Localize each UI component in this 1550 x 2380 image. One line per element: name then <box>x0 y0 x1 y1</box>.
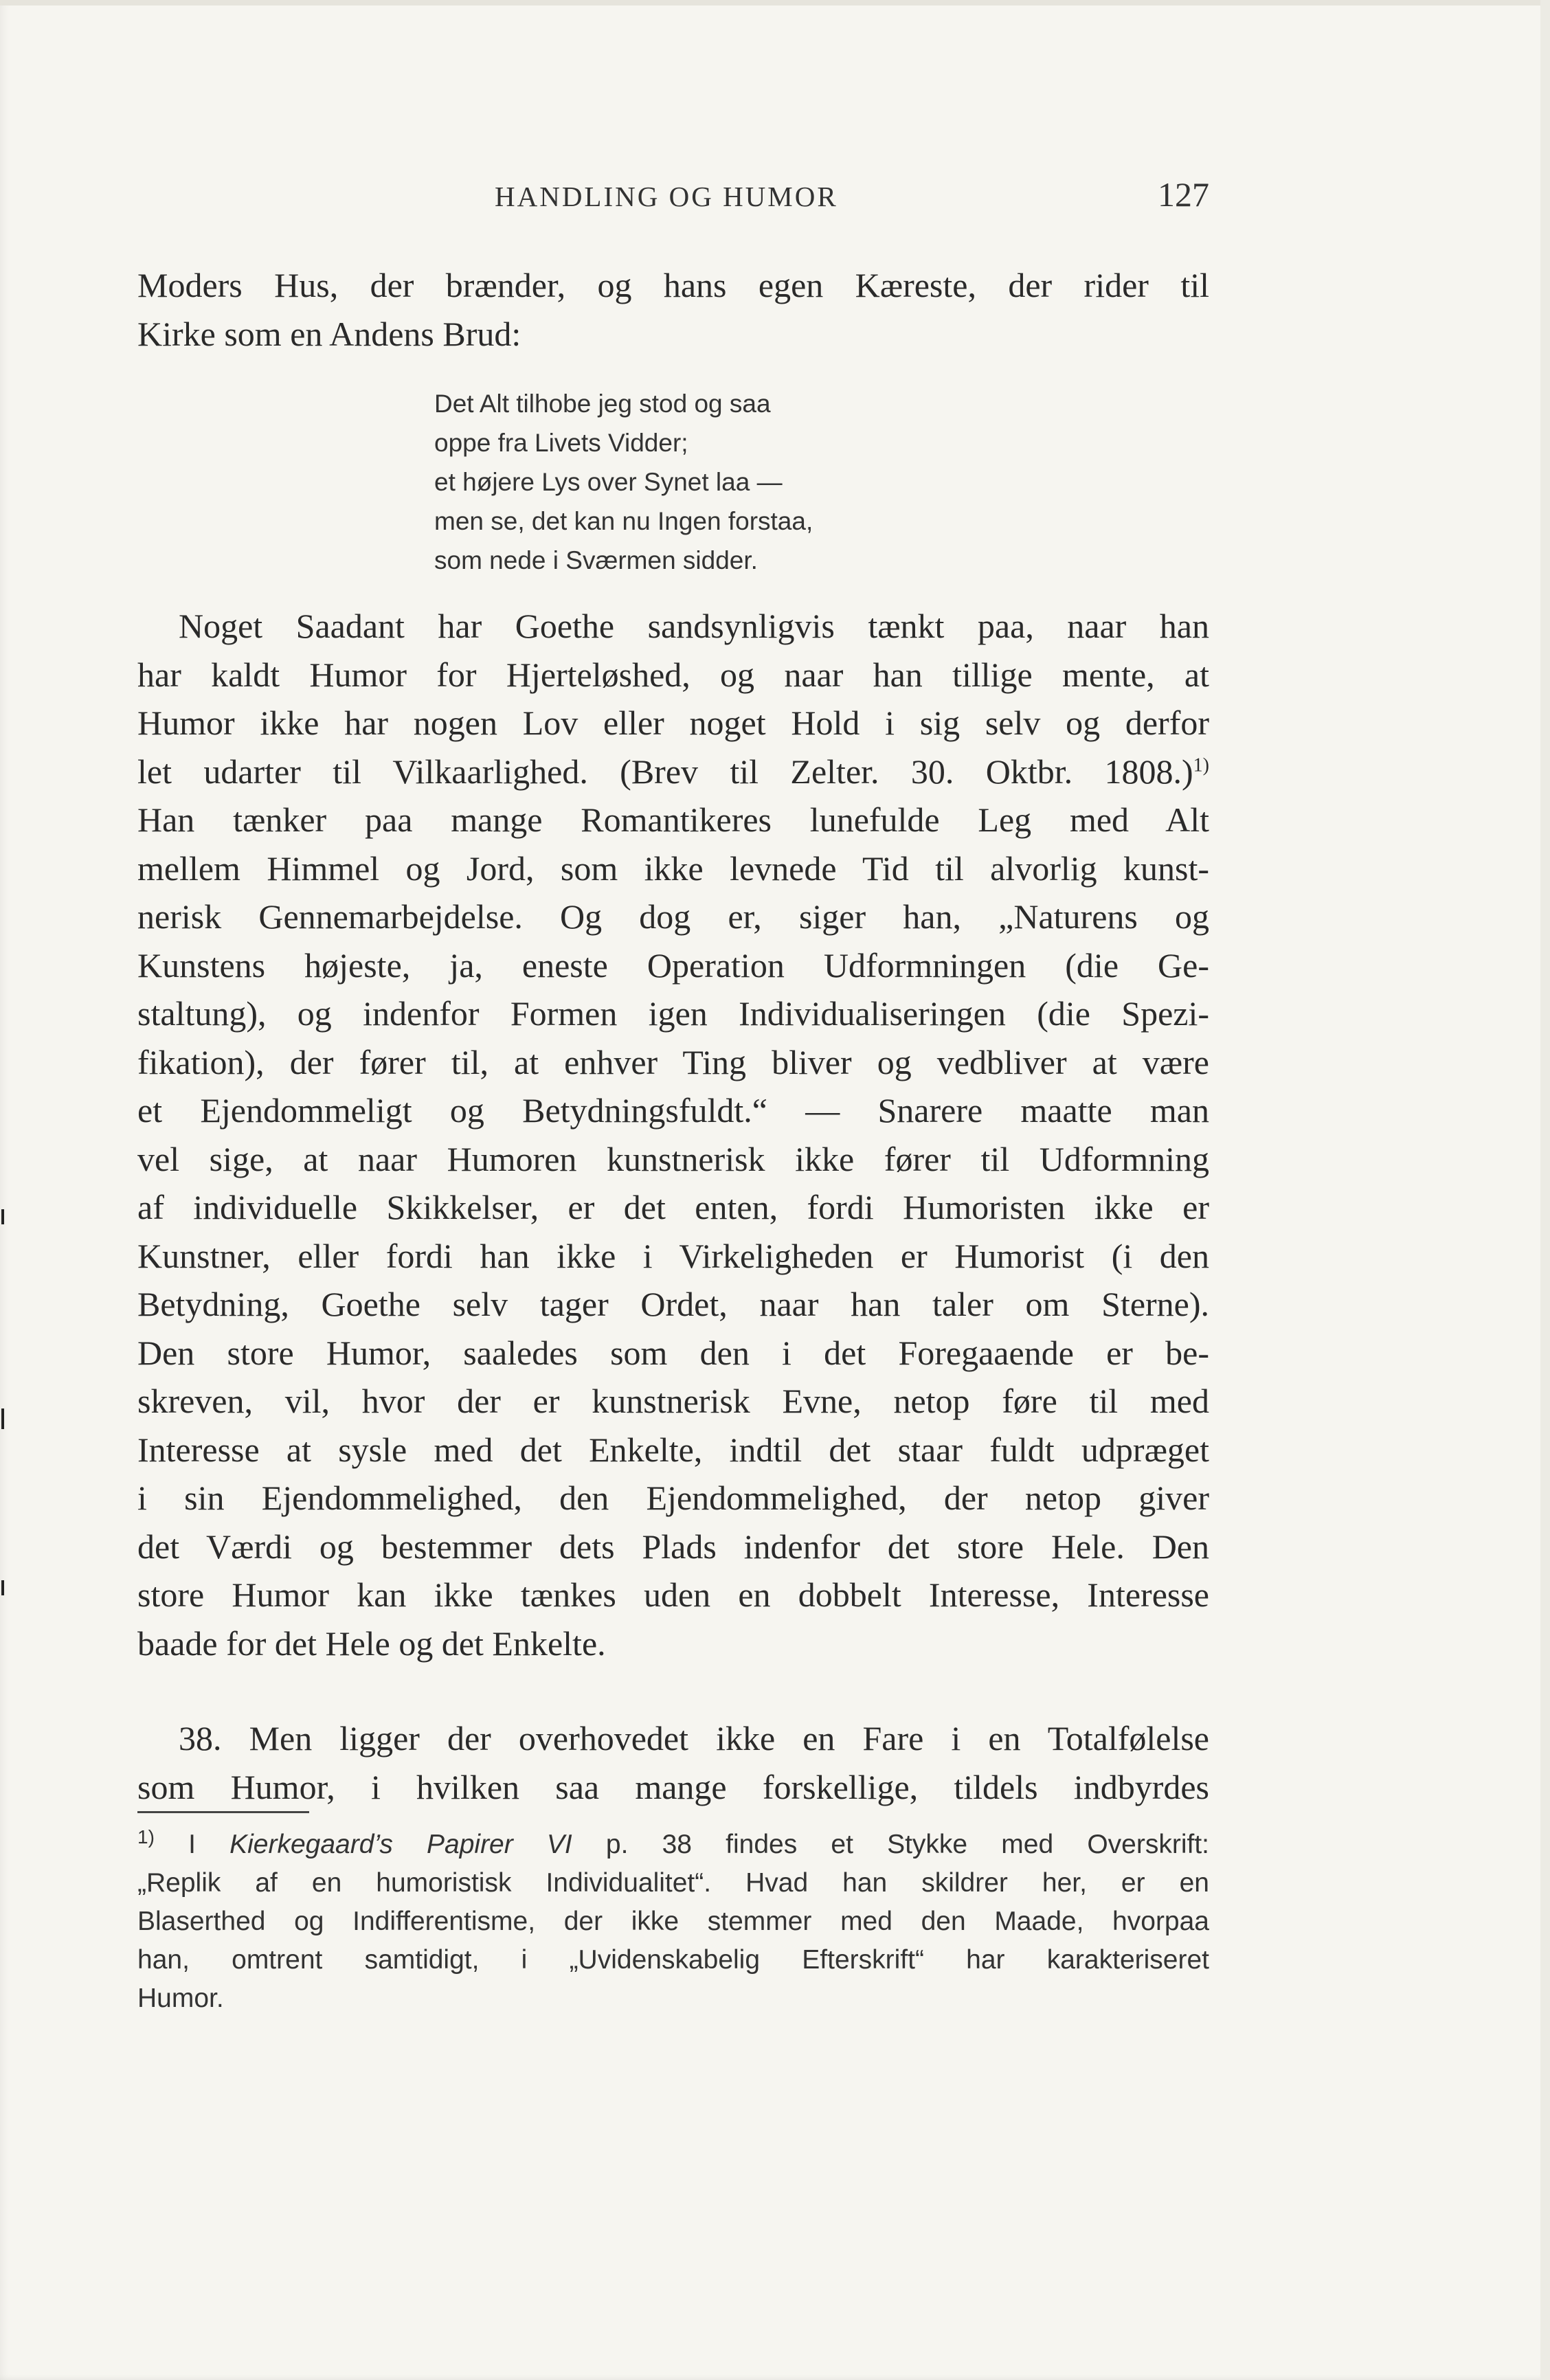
text-line: Kunstens højeste, ja, eneste Operation Udformningen (die Ge- <box>137 945 1209 985</box>
text-line: vel sige, at naar Humoren kunstnerisk ikke fører til Udformning <box>137 1139 1209 1178</box>
verse-line: oppe fra Livets Vidder; <box>434 429 688 457</box>
page-right-edge <box>1540 0 1550 2380</box>
footnote-line: han, omtrent samtidigt, i „Uvidenskabelig Efterskrift“ har karakteriseret <box>137 1945 1209 1975</box>
verse-line: men se, det kan nu Ingen forstaa, <box>434 507 813 535</box>
scan-mark <box>1 1209 4 1224</box>
running-head: HANDLING OG HUMOR <box>495 181 838 212</box>
text-line: mellem Himmel og Jord, som ikke levnede Tid til alvorlig kunst- <box>137 849 1209 888</box>
page-header <box>137 175 1209 216</box>
text-line: i sin Ejendommelighed, den Ejendommelighed, der netop giver <box>137 1479 1209 1517</box>
text-line: baade for det Hele og det Enkelte. <box>137 1624 606 1663</box>
text-line <box>137 748 1209 796</box>
footnote-divider <box>137 1811 309 1813</box>
footnote-title: Kierkegaard’s Papirer VI <box>229 1830 572 1859</box>
page-body <box>137 261 1209 2018</box>
main-paragraph <box>137 602 1209 1668</box>
page-number: 127 <box>1158 175 1209 214</box>
footnote-line: Humor. <box>137 1984 224 2013</box>
text-line: Den store Humor, saaledes som den i det Foregaaende er be- <box>137 1333 1209 1372</box>
text-line: Kirke som en Andens Brud: <box>137 314 521 353</box>
text-line: store Humor kan ikke tænkes uden en dobbelt Interesse, Interesse <box>137 1575 1209 1614</box>
text-line: 38. Men ligger der overhovedet ikke en Fare i en Totalfølelse <box>179 1719 1209 1758</box>
text-line: har kaldt Humor for Hjerteløshed, og naar han tillige mente, at <box>137 655 1209 694</box>
text-line: af individuelle Skikkelser, er det enten, fordi Humoristen ikke er <box>137 1188 1209 1226</box>
text-line: skreven, vil, hvor der er kunstnerisk Evne, netop føre til med <box>137 1382 1209 1420</box>
footnote-marker: 1) <box>137 1826 155 1848</box>
intro-paragraph <box>137 261 1209 358</box>
text-line: Moders Hus, der brænder, og hans egen Kæreste, der rider til <box>137 266 1209 304</box>
text-line: nerisk Gennemarbejdelse. Og dog er, siger han, „Naturens og <box>137 897 1209 936</box>
text-line: som Humor, i hvilken saa mange forskellige, tildels indbyrdes <box>137 1767 1209 1806</box>
verse-line: som nede i Sværmen sidder. <box>434 546 758 574</box>
text-line: staltung), og indenfor Formen igen Individualiseringen (die Spezi- <box>137 994 1209 1033</box>
text-line: Betydning, Goethe selv tager Ordet, naar han taler om Sterne). <box>137 1285 1209 1323</box>
footnote <box>137 1826 1209 2018</box>
verse-line: Det Alt tilhobe jeg stod og saa <box>434 390 771 418</box>
text-line: det Værdi og bestemmer dets Plads indenfor det store Hele. Den <box>137 1527 1209 1566</box>
footnote-text: p. 38 findes et Stykke med Overskrift: <box>605 1830 1209 1859</box>
scan-mark <box>1 1580 4 1595</box>
text-line: Humor ikke har nogen Lov eller noget Hold i sig selv og derfor <box>137 704 1209 742</box>
text-line-content: let udarter til Vilkaarlighed. (Brev til Zelter. 30. Oktbr. 1808.) <box>137 752 1193 791</box>
page-top-edge <box>0 0 1550 5</box>
text-line: Kunstner, eller fordi han ikke i Virkeligheden er Humorist (i den <box>137 1236 1209 1275</box>
verse-line: et højere Lys over Synet laa — <box>434 468 783 496</box>
footnote-line: Blaserthed og Indifferentisme, der ikke stemmer med den Maade, hvorpaa <box>137 1907 1209 1936</box>
footnote-line: „Replik af en humoristisk Individualitet“. Hvad han skildrer her, er en <box>137 1868 1209 1898</box>
text-line: Noget Saadant har Goethe sandsynligvis tænkt paa, naar han <box>179 607 1209 645</box>
text-line: fikation), der fører til, at enhver Ting bliver og vedbliver at være <box>137 1042 1209 1081</box>
text-line: et Ejendommeligt og Betydningsfuldt.“ — Snarere maatte man <box>137 1091 1209 1130</box>
scan-mark <box>1 1408 4 1429</box>
verse-quotation <box>434 384 1209 580</box>
text-line: Interesse at sysle med det Enkelte, indtil det staar fuldt udpræget <box>137 1430 1209 1469</box>
footnote-line <box>137 1826 1209 1864</box>
footnote-text: I <box>188 1830 196 1859</box>
text-line: Han tænker paa mange Romantikeres lunefulde Leg med Alt <box>137 800 1209 839</box>
section-38-paragraph <box>137 1714 1209 1811</box>
footnote-reference[interactable]: 1) <box>1193 754 1209 776</box>
